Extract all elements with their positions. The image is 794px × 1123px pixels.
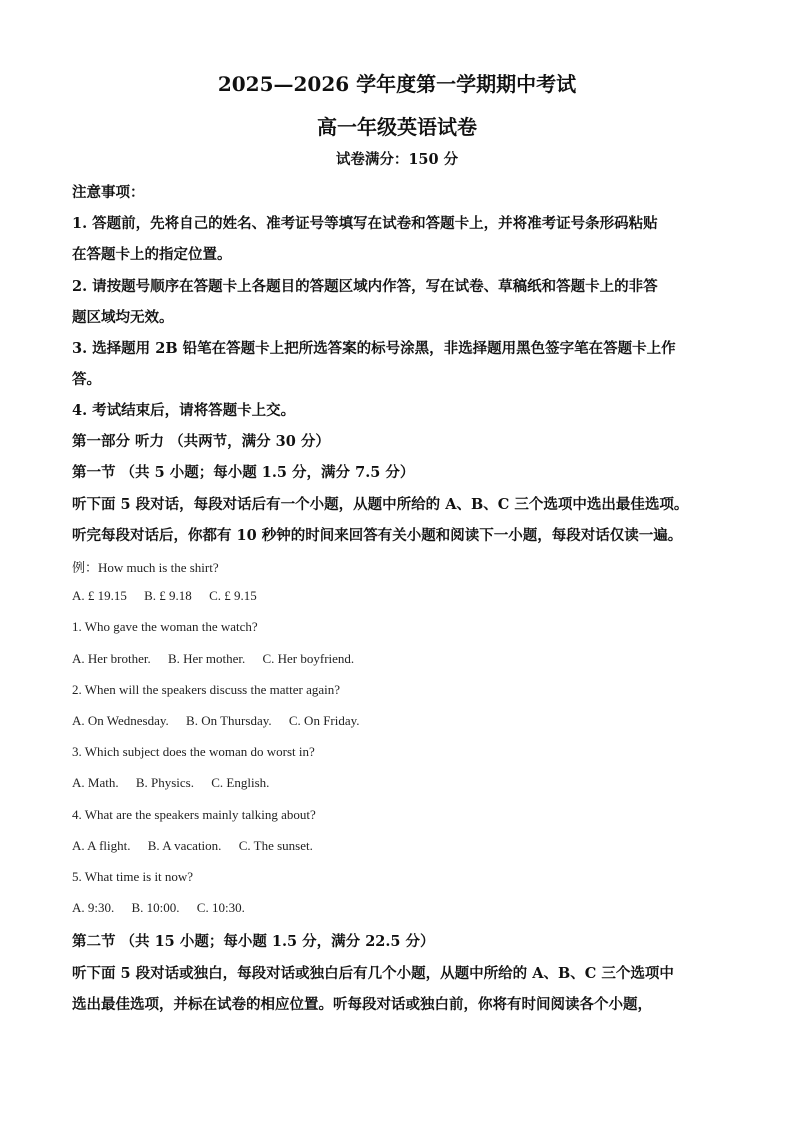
section-instructions: 听下面 5 段对话或独白，每段对话或独白后有几个小题，从题中所给的 A、B、C 三个选项中 [72,965,674,982]
question-text: 3. Which subject does the woman do worst in? [72,744,315,759]
option-a: A. A flight. [72,838,131,853]
question-text: 2. When will the speakers discuss the matter again? [72,682,340,697]
option-a: A. £ 19.15 [72,588,127,603]
section-instructions: 听完每段对话后，你都有 10 秒钟的时间来回答有关小题和阅读下一小题，每段对话仅读一遍。 [72,527,683,544]
option-b: B. Physics. [135,775,194,790]
option-a: A. On Wednesday. [72,713,169,728]
question-options [72,651,354,667]
notice-line: 2. 请按题号顺序在答题卡上各题目的答题区域内作答，写在试卷、草稿纸和答题卡上的非答 [72,278,658,295]
notice-line: 题区域均无效。 [72,309,174,326]
question-text: 4. What are the speakers mainly talking about? [72,807,316,822]
example-options [72,588,257,604]
option-b: B. £ 9.18 [144,588,192,603]
notice-line: 3. 选择题用 2B 铅笔在答题卡上把所选答案的标号涂黑，非选择题用黑色签字笔在答题卡上作 [72,340,676,357]
option-b: B. 10:00. [131,900,180,915]
exam-title: 2025—2026 学年度第一学期期中考试 [217,72,577,96]
question-text: 1. Who gave the woman the watch? [72,619,258,634]
section-instructions: 选出最佳选项，并标在试卷的相应位置。听每段对话或独白前，你将有时间阅读各个小题， [72,996,652,1013]
option-c: C. On Friday. [288,713,360,728]
option-a: A. Her brother. [72,651,151,666]
question-options [72,775,269,791]
option-a: A. 9:30. [72,900,115,915]
option-c: C. English. [211,775,270,790]
section-instructions: 听下面 5 段对话，每段对话后有一个小题，从题中所给的 A、B、C 三个选项中选出最佳选项。 [72,496,689,513]
notice-line: 4. 考试结束后，请将答题卡上交。 [72,402,296,419]
notice-heading: 注意事项： [72,184,145,201]
notice-line: 答。 [72,371,101,388]
option-c: C. The sunset. [238,838,313,853]
option-b: B. Her mother. [167,651,246,666]
question-text: 5. What time is it now? [72,869,194,884]
notice-line: 1. 答题前，先将自己的姓名、准考证号等填写在试卷和答题卡上，并将准考证号条形码粘贴 [72,215,658,232]
question-options [72,900,245,916]
option-c: C. Her boyfriend. [262,651,355,666]
section-heading: 第二节 （共 15 小题；每小题 1.5 分，满分 22.5 分） [72,933,435,950]
part-heading: 第一部分 听力 （共两节，满分 30 分） [72,433,330,450]
question-options [72,713,360,729]
exam-subtitle: 高一年级英语试卷 [317,115,477,139]
option-c: C. 10:30. [196,900,245,915]
notice-line: 在答题卡上的指定位置。 [72,246,232,263]
option-c: C. £ 9.15 [209,588,257,603]
question-options [72,838,313,854]
option-b: B. A vacation. [147,838,222,853]
option-b: B. On Thursday. [186,713,272,728]
full-score: 试卷满分：150 分 [335,151,459,168]
option-a: A. Math. [72,775,119,790]
example-question: 例：How much is the shirt? [72,560,219,575]
section-heading: 第一节 （共 5 小题；每小题 1.5 分，满分 7.5 分） [72,464,415,481]
